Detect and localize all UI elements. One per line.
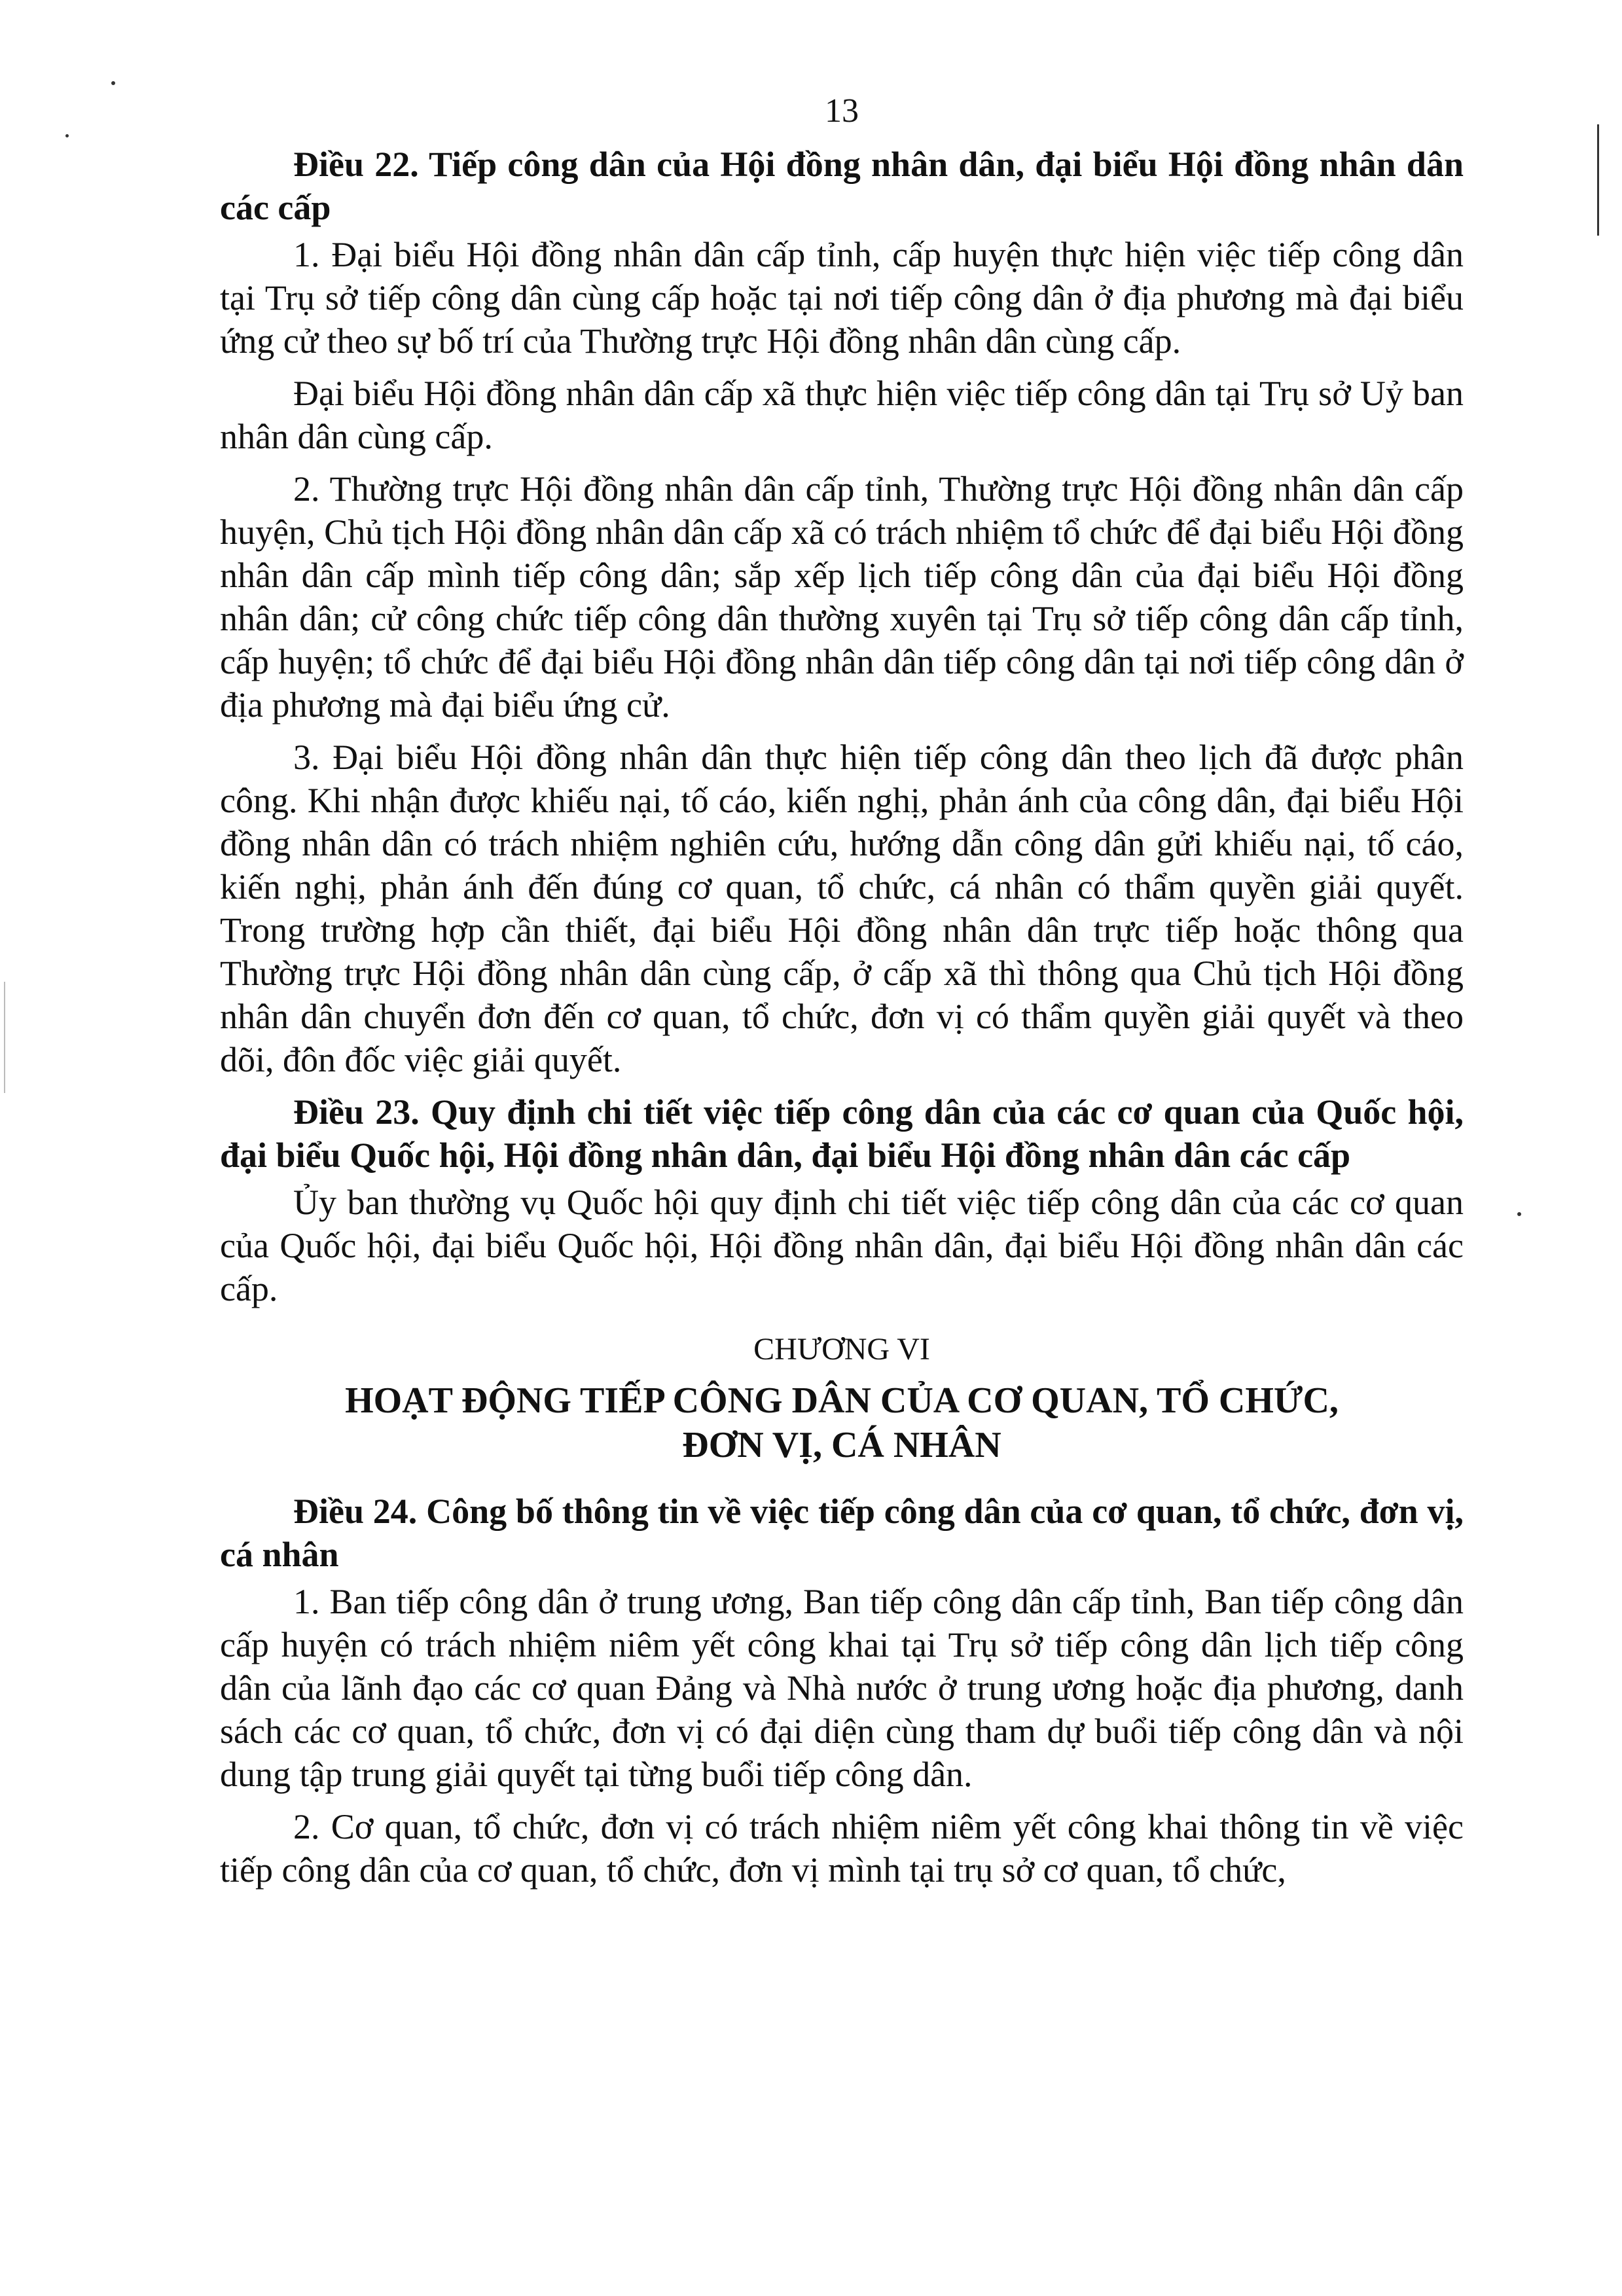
page-number: 13 xyxy=(825,92,859,130)
article-paragraph: Ủy ban thường vụ Quốc hội quy định chi tiết việc tiếp công dân của các cơ quan của Quốc hội, đại biểu Quốc hội, Hội đồng nhân dân, đại biểu Hội đồng nhân dân các cấp. xyxy=(220,1183,1464,1308)
chapter-title-line: HOẠT ĐỘNG TIẾP CÔNG DÂN CỦA CƠ QUAN, TỔ CHỨC, xyxy=(345,1380,1339,1421)
article-paragraph: 2. Thường trực Hội đồng nhân dân cấp tỉnh, Thường trực Hội đồng nhân dân cấp huyện, Chủ tịch Hội đồng nhân dân cấp xã có trách nhiệm tổ chức để đại biểu Hội đồng nhân dân cấp mình tiếp công dân; sắp xếp lịch tiếp công dân của đại biểu Hội đồng nhân dân; cử công chức tiếp công dân thường xuyên tại Trụ sở tiếp công dân cấp tỉnh, cấp huyện; tổ chức để đại biểu Hội đồng nhân dân tiếp công dân tại nơi tiếp công dân ở địa phương mà đại biểu ứng cử. xyxy=(220,469,1464,725)
chapter-title xyxy=(220,1378,1464,1467)
article-paragraph: 3. Đại biểu Hội đồng nhân dân thực hiện tiếp công dân theo lịch đã được phân công. Khi nhận được khiếu nại, tố cáo, kiến nghị, phản ánh của công dân, đại biểu Hội đồng nhân dân có trách nhiệm nghiên cứu, hướng dẫn công dân gửi khiếu nại, tố cáo, kiến nghị, phản ánh đến đúng cơ quan, tổ chức, cá nhân có thẩm quyền giải quyết. Trong trường hợp cần thiết, đại biểu Hội đồng nhân dân trực tiếp hoặc thông qua Thường trực Hội đồng nhân dân cùng cấp, ở cấp xã thì thông qua Chủ tịch Hội đồng nhân dân chuyển đơn đến cơ quan, tổ chức, đơn vị có thẩm quyền giải quyết và theo dõi, đôn đốc việc giải quyết. xyxy=(220,738,1464,1079)
article-22 xyxy=(220,143,1464,1081)
scan-edge-line xyxy=(4,982,5,1093)
article-24 xyxy=(220,1490,1464,1892)
article-paragraph: 2. Cơ quan, tổ chức, đơn vị có trách nhiệm niêm yết công khai thông tin về việc tiếp công dân của cơ quan, tổ chức, đơn vị mình tại trụ sở cơ quan, tổ chức, xyxy=(220,1807,1464,1890)
scan-mark xyxy=(111,81,115,85)
article-title: Điều 23. Quy định chi tiết việc tiếp công dân của các cơ quan của Quốc hội, đại biểu Quốc hội, Hội đồng nhân dân, đại biểu Hội đồng nhân dân các cấp xyxy=(220,1092,1464,1175)
article-title: Điều 22. Tiếp công dân của Hội đồng nhân dân, đại biểu Hội đồng nhân dân các cấp xyxy=(220,145,1464,227)
scan-edge-line xyxy=(1597,124,1599,236)
chapter-heading xyxy=(220,1330,1464,1467)
article-23 xyxy=(220,1090,1464,1310)
chapter-label: CHƯƠNG VI xyxy=(753,1332,930,1367)
scan-mark xyxy=(1517,1212,1521,1216)
scan-mark xyxy=(65,134,69,137)
chapter-title-line: ĐƠN VỊ, CÁ NHÂN xyxy=(682,1425,1001,1465)
document-page xyxy=(220,92,1464,1901)
article-paragraph: Đại biểu Hội đồng nhân dân cấp xã thực hiện việc tiếp công dân tại Trụ sở Uỷ ban nhân dân cùng cấp. xyxy=(220,374,1464,456)
article-paragraph: 1. Đại biểu Hội đồng nhân dân cấp tỉnh, cấp huyện thực hiện việc tiếp công dân tại Trụ sở tiếp công dân cùng cấp hoặc tại nơi tiếp công dân ở địa phương mà đại biểu ứng cử theo sự bố trí của Thường trực Hội đồng nhân dân cùng cấp. xyxy=(220,235,1464,361)
article-paragraph: 1. Ban tiếp công dân ở trung ương, Ban tiếp công dân cấp tỉnh, Ban tiếp công dân cấp huyện có trách nhiệm niêm yết công khai tại Trụ sở tiếp công dân lịch tiếp công dân của lãnh đạo các cơ quan Đảng và Nhà nước ở trung ương hoặc địa phương, danh sách các cơ quan, tổ chức, đơn vị có đại diện cùng tham dự buổi tiếp công dân và nội dung tập trung giải quyết tại từng buổi tiếp công dân. xyxy=(220,1582,1464,1794)
article-title: Điều 24. Công bố thông tin về việc tiếp công dân của cơ quan, tổ chức, đơn vị, cá nhân xyxy=(220,1492,1464,1574)
